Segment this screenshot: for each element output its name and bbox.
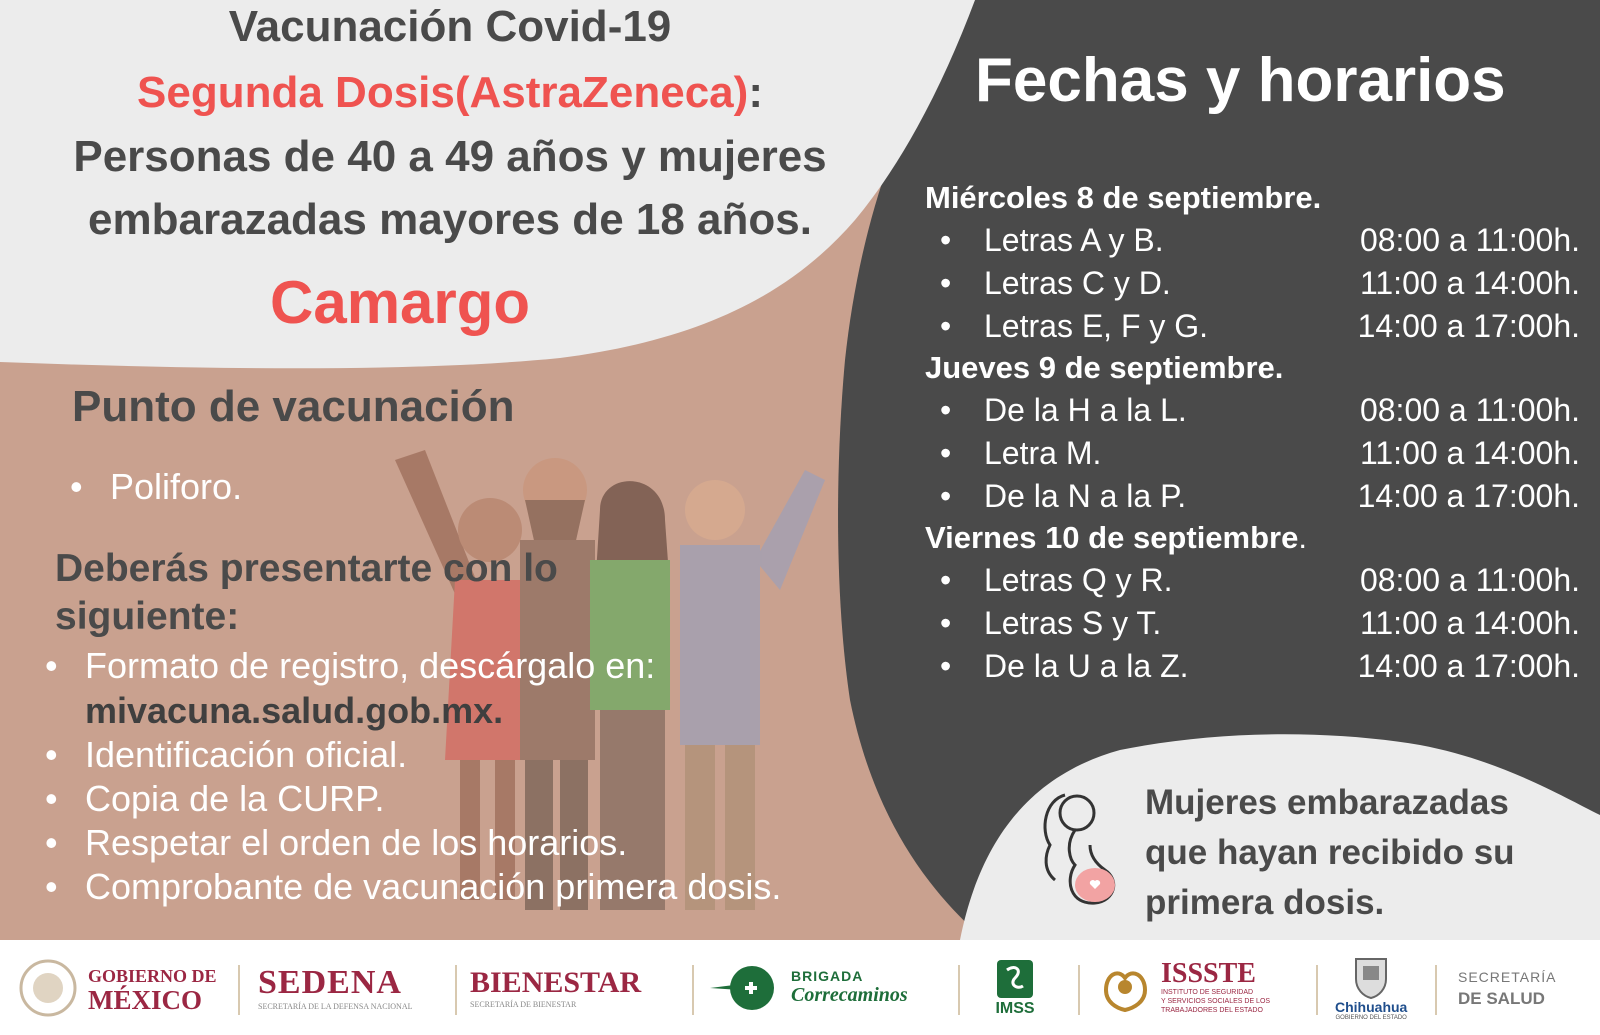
requirement-label: Comprobante de vacunación primera dosis. [85, 866, 782, 907]
issste-sub-1: INSTITUTO DE SEGURIDAD [1161, 989, 1254, 996]
bullet-icon: • [940, 308, 952, 344]
schedule-title: Fechas y horarios [975, 46, 1506, 115]
bullet-icon: • [45, 734, 58, 775]
issste-hands-icon [1098, 960, 1153, 1015]
chihuahua-name: Chihuahua [1335, 999, 1408, 1015]
slot-letters: Letras Q y R. [984, 562, 1173, 598]
issste-sub-3: TRABAJADORES DEL ESTADO [1161, 1007, 1263, 1014]
slot-time: 08:00 a 11:00h. [1359, 222, 1580, 258]
slot-time: 08:00 a 11:00h. [1359, 562, 1580, 598]
bullet-icon: • [45, 822, 58, 863]
requirement-item [45, 778, 385, 820]
footer-logos [0, 940, 1600, 1035]
bienestar-logo [470, 940, 641, 1035]
campaign-title: Vacunación Covid-19 [228, 2, 672, 51]
slot-time: 14:00 a 17:00h. [1357, 478, 1580, 514]
requirement-label: Copia de la CURP. [85, 778, 385, 819]
footer-divider [1435, 965, 1437, 1015]
imss-logo [995, 940, 1035, 1035]
bullet-icon: • [940, 605, 952, 641]
issste-logo [1098, 940, 1270, 1035]
slot-letters: De la U a la Z. [984, 648, 1189, 684]
requirement-label: Identificación oficial. [85, 734, 408, 775]
slot-letters: Letras E, F y G. [984, 308, 1209, 344]
sedena-logo [258, 940, 412, 1035]
issste-sub-2: Y SERVICIOS SOCIALES DE LOS [1161, 998, 1271, 1005]
slot-time: 11:00 a 14:00h. [1359, 265, 1580, 301]
slot-time: 08:00 a 11:00h. [1359, 392, 1580, 428]
pregnant-note [1145, 778, 1515, 928]
dose-subtitle [0, 68, 900, 118]
salud-line-1: SECRETARÍA [1458, 968, 1557, 985]
bullet-icon: • [45, 866, 58, 907]
bullet-icon: • [940, 392, 952, 428]
bienestar-subtitle: SECRETARÍA DE BIENESTAR [470, 1000, 577, 1009]
requirement-url: mivacuna.salud.gob.mx. [85, 690, 504, 731]
footer-divider [692, 965, 694, 1015]
requirement-item [45, 822, 627, 864]
day-heading-text: Viernes 10 de septiembre [925, 520, 1299, 555]
footer-divider [1316, 965, 1318, 1015]
slot-time: 11:00 a 14:00h. [1359, 605, 1580, 641]
mexico-seal-icon [18, 958, 78, 1018]
requirement-label: Formato de registro, descárgalo en: [85, 645, 656, 686]
day-heading-suffix: . [1298, 520, 1307, 555]
slot-letters: De la H a la L. [984, 392, 1187, 428]
requirement-item [45, 866, 781, 908]
bullet-icon: • [45, 778, 58, 819]
footer-divider [1078, 965, 1080, 1015]
punto-heading: Punto de vacunación [72, 382, 515, 431]
bullet-icon: • [940, 435, 952, 471]
punto-item [70, 466, 242, 508]
slot-time: 14:00 a 17:00h. [1357, 648, 1580, 684]
requirements-heading-line-1: Deberás presentarte con lo [55, 547, 558, 590]
roadrunner-icon [710, 963, 785, 1013]
bullet-icon: • [940, 562, 952, 598]
slot-letters: Letra M. [984, 435, 1102, 471]
salud-line-2: DE SALUD [1458, 988, 1545, 1008]
slot-letters: Letras C y D. [984, 265, 1171, 301]
bullet-icon: • [940, 648, 952, 684]
punto-item-label: Poliforo. [110, 466, 243, 507]
footer-divider [455, 965, 457, 1015]
chihuahua-logo [1335, 940, 1407, 1035]
slot-letters: Letras A y B. [984, 222, 1164, 258]
issste-name: ISSSTE [1161, 958, 1256, 989]
day-heading: Miércoles 8 de septiembre. [925, 180, 1322, 215]
slot-time: 14:00 a 17:00h. [1357, 308, 1580, 344]
footer-divider [958, 965, 960, 1015]
imss-label: IMSS [995, 999, 1035, 1017]
sedena-name: SEDENA [258, 964, 402, 1001]
day-heading [925, 520, 1307, 556]
footer-divider [238, 965, 240, 1015]
bullet-icon: • [940, 222, 952, 258]
slot-letters: De la N a la P. [984, 478, 1187, 514]
chihuahua-shield-icon [1351, 954, 1391, 999]
dose-colon: : [748, 68, 763, 117]
gobierno-line-1: GOBIERNO DE [88, 965, 217, 986]
salud-logo [1458, 940, 1556, 1035]
sedena-subtitle: SECRETARÍA DE LA DEFENSA NACIONAL [258, 1002, 413, 1011]
pregnant-note-line-2: que hayan recibido su [1145, 833, 1515, 872]
audience-line-1: Personas de 40 a 49 años y mujeres [73, 132, 827, 181]
requirements-heading [55, 545, 558, 641]
requirement-label: Respetar el orden de los horarios. [85, 822, 628, 863]
bullet-icon: • [70, 466, 83, 507]
audience-line-2: embarazadas mayores de 18 años. [88, 195, 812, 244]
day-heading: Jueves 9 de septiembre. [925, 350, 1284, 385]
bullet-icon: • [940, 478, 952, 514]
slot-letters: Letras S y T. [984, 605, 1162, 641]
bullet-icon: • [45, 645, 58, 686]
requirement-item [45, 734, 407, 776]
pregnant-note-line-3: primera dosis. [1145, 883, 1385, 922]
city-name: Camargo [270, 269, 531, 336]
pregnant-woman-icon [1035, 785, 1125, 920]
imss-shield-icon [995, 958, 1035, 1000]
dose-name: Segunda Dosis(AstraZeneca) [137, 68, 749, 117]
bullet-icon: • [940, 265, 952, 301]
requirement-item [45, 645, 655, 687]
gobierno-logo [18, 940, 217, 1035]
bienestar-name: BIENESTAR [470, 966, 642, 999]
slot-time: 11:00 a 14:00h. [1359, 435, 1580, 471]
brigada-logo [710, 940, 908, 1035]
brigada-line-1: BRIGADA [791, 968, 864, 984]
pregnant-note-line-1: Mujeres embarazadas [1145, 783, 1509, 822]
chihuahua-subtitle: GOBIERNO DEL ESTADO [1335, 1015, 1407, 1021]
gobierno-line-2: MÉXICO [88, 984, 202, 1015]
requirements-heading-line-2: siguiente: [55, 595, 240, 638]
brigada-line-2: Correcaminos [791, 984, 908, 1006]
